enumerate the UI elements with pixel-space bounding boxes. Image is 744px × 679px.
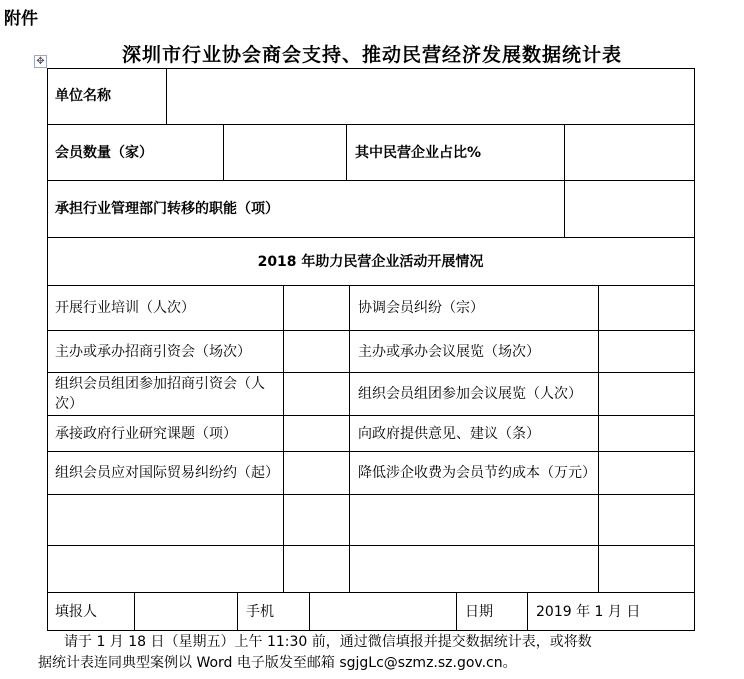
input-private-ratio[interactable] [565,125,695,181]
label-unit-name: 单位名称 [47,68,167,125]
input-transferred-functions[interactable] [565,181,695,238]
input-member-count[interactable] [224,125,347,181]
empty-cell[interactable] [284,546,350,593]
submission-note [38,632,718,674]
label-date: 日期 [457,593,528,631]
label-investment-events: 主办或承办招商引资会（场次） [47,331,284,373]
label-suggestions: 向政府提供意见、建议（条） [350,416,599,452]
label-exhibitions: 主办或承办会议展览（场次） [350,331,599,373]
table-move-handle-icon[interactable]: ✥ [34,55,47,68]
note-line-1: 请于 1 月 18 日（星期五）上午 11:30 前，通过微信填报并提交数据统计表，或将数 [64,634,592,650]
input-reporter[interactable] [135,593,238,631]
empty-cell[interactable] [599,495,695,546]
input-investment-delegations[interactable] [284,373,350,416]
label-phone: 手机 [238,593,310,631]
input-exhibition-delegations[interactable] [599,373,695,416]
input-investment-events[interactable] [284,331,350,373]
label-member-count: 会员数量（家） [47,125,224,181]
input-suggestions[interactable] [599,416,695,452]
input-phone[interactable] [310,593,457,631]
empty-cell[interactable] [350,495,599,546]
label-training: 开展行业培训（人次） [47,286,284,331]
date-value[interactable]: 2019 年 1 月 日 [528,593,695,631]
label-investment-delegations: 组织会员组团参加招商引资会（人次） [47,373,284,416]
input-training[interactable] [284,286,350,331]
input-research-projects[interactable] [284,416,350,452]
empty-cell[interactable] [350,546,599,593]
input-fee-savings[interactable] [599,452,695,495]
label-trade-disputes: 组织会员应对国际贸易纠纷约（起） [47,452,284,495]
document-title: 深圳市行业协会商会支持、推动民营经济发展数据统计表 [121,44,622,66]
section-heading: 2018 年助力民营企业活动开展情况 [47,238,695,286]
label-transferred-functions: 承担行业管理部门转移的职能（项） [47,181,565,238]
input-disputes[interactable] [599,286,695,331]
label-private-ratio: 其中民营企业占比% [347,125,565,181]
empty-cell[interactable] [47,495,284,546]
input-exhibitions[interactable] [599,331,695,373]
empty-cell[interactable] [47,546,284,593]
label-fee-savings: 降低涉企收费为会员节约成本（万元） [350,452,599,495]
label-disputes: 协调会员纠纷（宗） [350,286,599,331]
empty-cell[interactable] [599,546,695,593]
note-line-2: 据统计表连同典型案例以 Word 电子版发至邮箱 sgjgLc@szmz.sz.gov.cn。 [38,655,517,671]
input-unit-name[interactable] [167,68,695,125]
input-trade-disputes[interactable] [284,452,350,495]
label-research-projects: 承接政府行业研究课题（项） [47,416,284,452]
attachment-label: 附件 [4,9,38,29]
label-exhibition-delegations: 组织会员组团参加会议展览（人次） [350,373,599,416]
label-reporter: 填报人 [47,593,135,631]
empty-cell[interactable] [284,495,350,546]
